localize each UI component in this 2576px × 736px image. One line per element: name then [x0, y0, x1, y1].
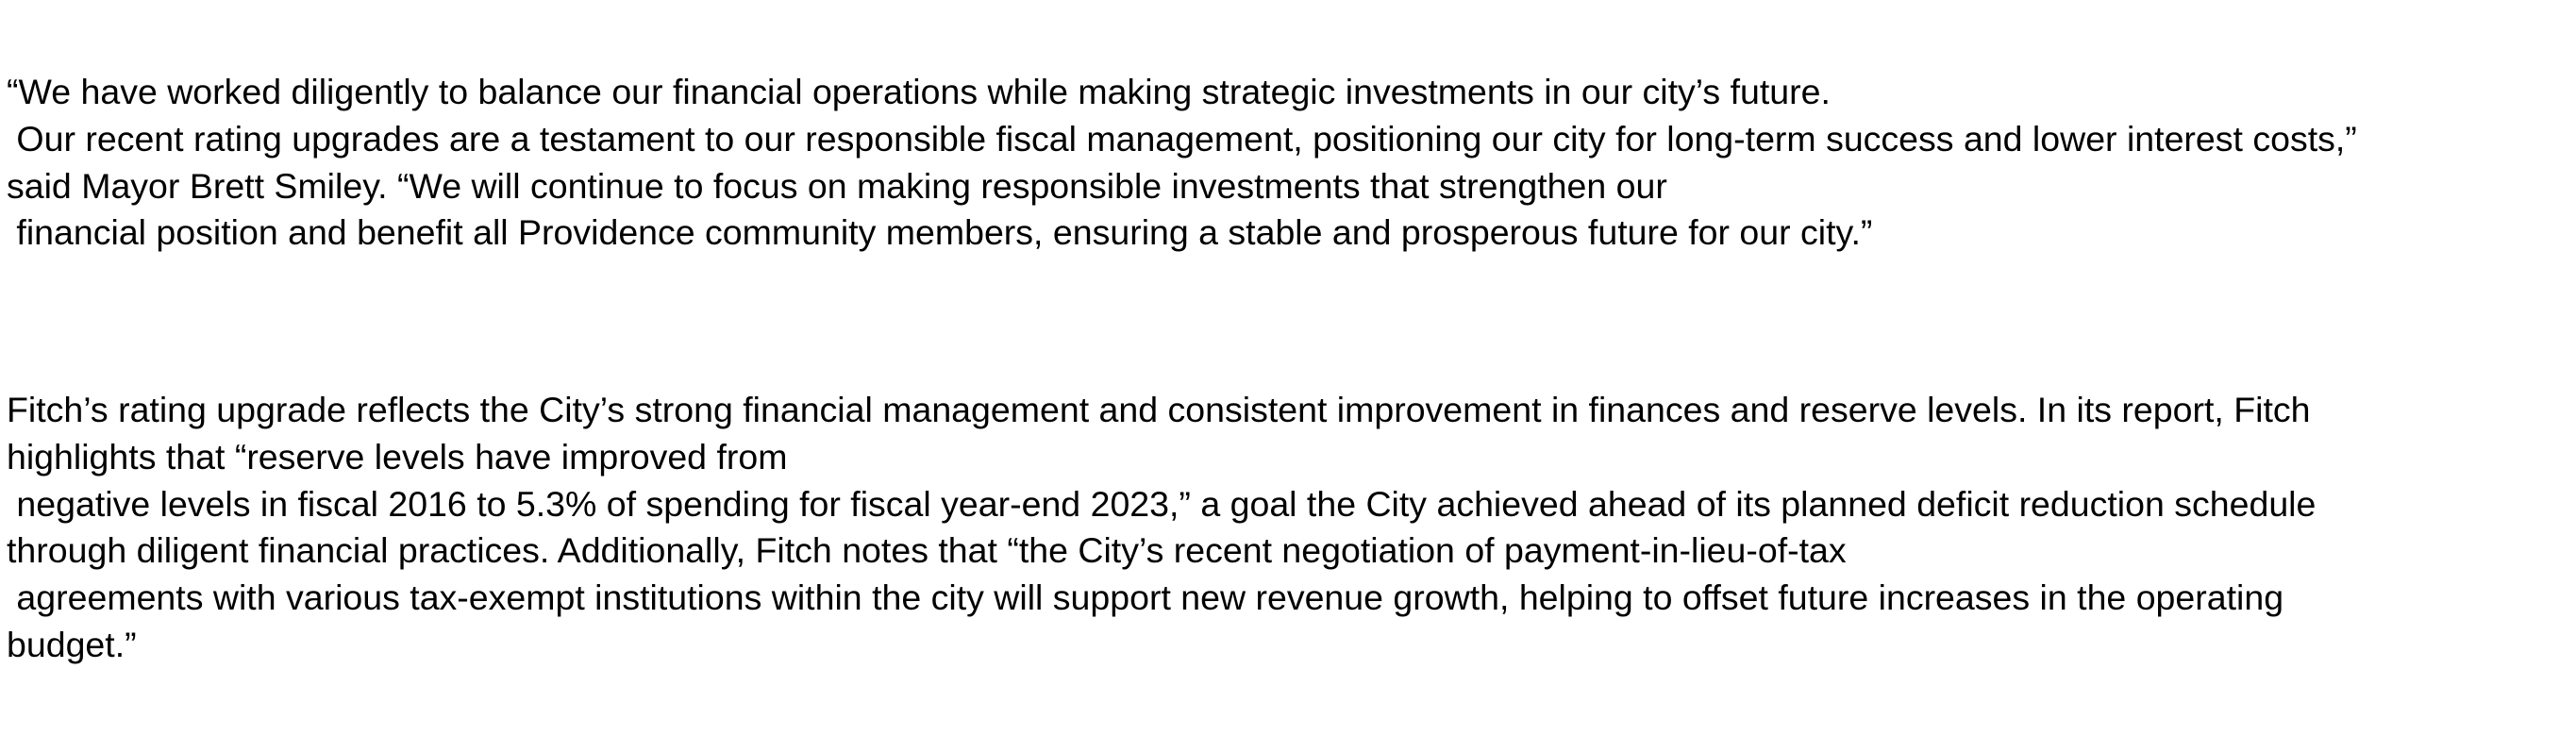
text-line: “We have worked diligently to balance our financial operations while making strategic investments in our city’s future.	[7, 72, 1831, 111]
quote-paragraph	[7, 69, 2554, 257]
text-line: financial position and benefit all Providence community members, ensuring a stable and prosperous future for our city.”	[7, 212, 1873, 253]
text-line: Our recent rating upgrades are a testament to our responsible fiscal management, positioning our city for long-term success and lower interest costs,”	[7, 118, 2357, 159]
text-line: negative levels in fiscal 2016 to 5.3% of spending for fiscal year-end 2023,” a goal the City achieved ahead of its planned deficit reduction schedule	[7, 483, 2317, 524]
text-line: agreements with various tax-exempt institutions within the city will support new revenue growth, helping to offset future increases in the operating	[7, 577, 2284, 618]
text-line: highlights that “reserve levels have improved from	[7, 436, 788, 477]
fitch-paragraph	[7, 387, 2554, 669]
text-line: budget.”	[7, 624, 137, 664]
text-line: said Mayor Brett Smiley. “We will continue to focus on making responsible investments that strengthen our	[7, 165, 1667, 206]
text-line: Fitch’s rating upgrade reflects the City’s strong financial management and consistent improvement in finances and reserve levels. In its report, Fitch	[7, 390, 2311, 429]
text-line: through diligent financial practices. Additionally, Fitch notes that “the City’s recent negotiation of payment-in-lieu-of-tax	[7, 530, 1847, 571]
